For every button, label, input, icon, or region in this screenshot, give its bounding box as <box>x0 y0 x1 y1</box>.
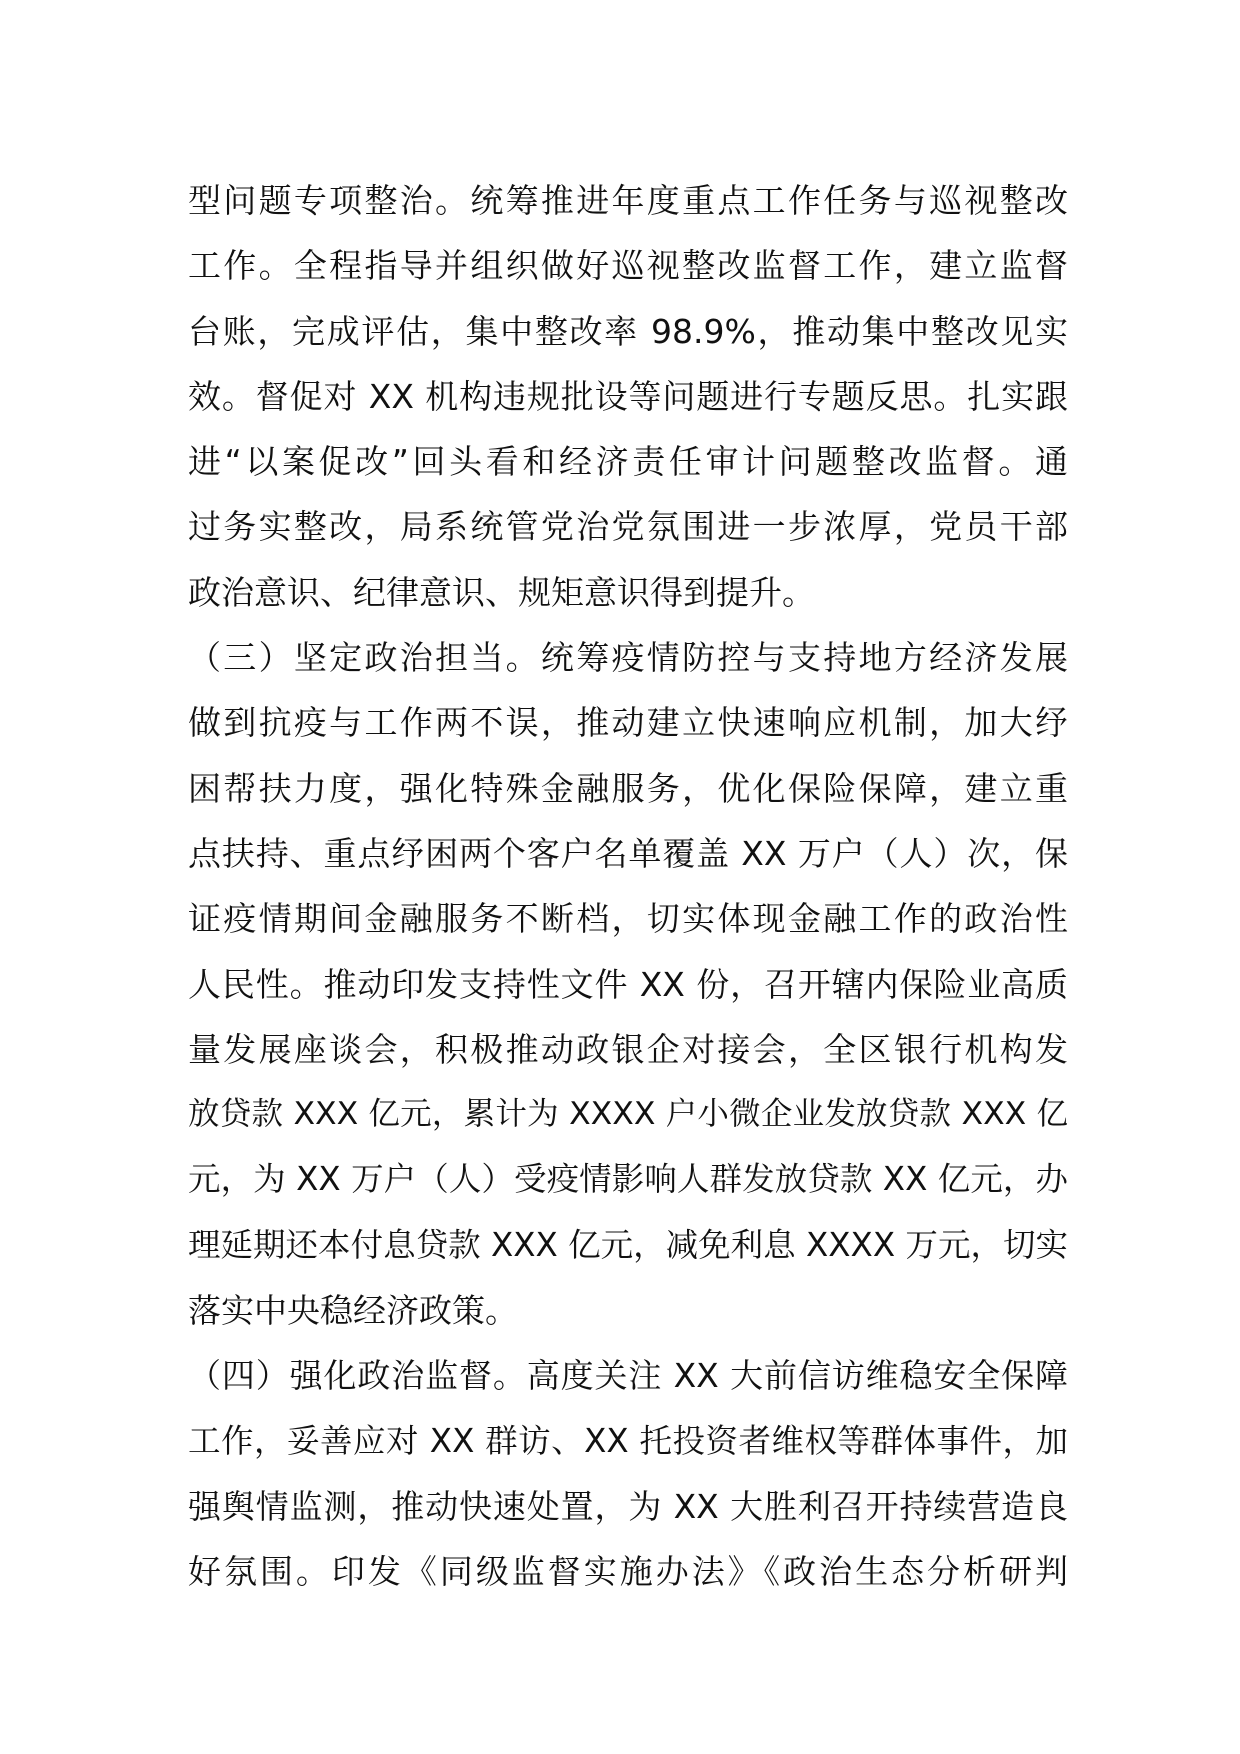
text-line: 量发展座谈会，积极推动政银企对接会，全区银行机构发 <box>188 1029 1068 1069</box>
text-line: 元，为 XX 万户（人）受疫情影响人群发放贷款 XX 亿元，办 <box>188 1160 1068 1199</box>
text-line: 人民性。推动印发支持性文件 XX 份，召开辖内保险业高质 <box>188 964 1068 1004</box>
text-line: 效。督促对 XX 机构违规批设等问题进行专题反思。扎实跟 <box>188 376 1068 416</box>
text-line: 台账，完成评估，集中整改率 98.9%，推动集中整改见实 <box>188 311 1068 351</box>
text-line: 进“以案促改”回头看和经济责任审计问题整改监督。通 <box>188 442 1068 482</box>
text-line: 好氛围。印发《同级监督实施办法》《政治生态分析研判 <box>188 1552 1068 1592</box>
text-line: 强舆情监测，推动快速处置，为 XX 大胜利召开持续营造良 <box>188 1486 1068 1526</box>
text-line: 政治意识、纪律意识、规矩意识得到提升。 <box>188 572 815 612</box>
text-line: 点扶持、重点纾困两个客户名单覆盖 XX 万户（人）次，保 <box>188 833 1068 873</box>
section-heading-line: （四）强化政治监督。高度关注 XX 大前信访维稳安全保障 <box>188 1356 1068 1396</box>
text-line: 工作，妥善应对 XX 群访、XX 托投资者维权等群体事件，加 <box>188 1421 1068 1460</box>
text-line: 落实中央稳经济政策。 <box>188 1291 518 1331</box>
text-line: 工作。全程指导并组织做好巡视整改监督工作，建立监督 <box>188 246 1068 286</box>
body-text <box>188 168 1068 1605</box>
text-line: 型问题专项整治。统筹推进年度重点工作任务与巡视整改 <box>188 181 1068 220</box>
text-line: 做到抗疫与工作两不误，推动建立快速响应机制，加大纾 <box>188 703 1068 743</box>
section-heading-line: （三）坚定政治担当。统筹疫情防控与支持地方经济发展 <box>188 638 1068 678</box>
text-line: 证疫情期间金融服务不断档，切实体现金融工作的政治性 <box>188 899 1068 939</box>
text-line: 放贷款 XXX 亿元，累计为 XXXX 户小微企业发放贷款 XXX 亿 <box>188 1096 1068 1133</box>
text-line: 理延期还本付息贷款 XXX 亿元，减免利息 XXXX 万元，切实 <box>188 1225 1068 1264</box>
text-line: 过务实整改，局系统管党治党氛围进一步浓厚，党员干部 <box>188 507 1068 547</box>
text-line: 困帮扶力度，强化特殊金融服务，优化保险保障，建立重 <box>188 768 1068 808</box>
